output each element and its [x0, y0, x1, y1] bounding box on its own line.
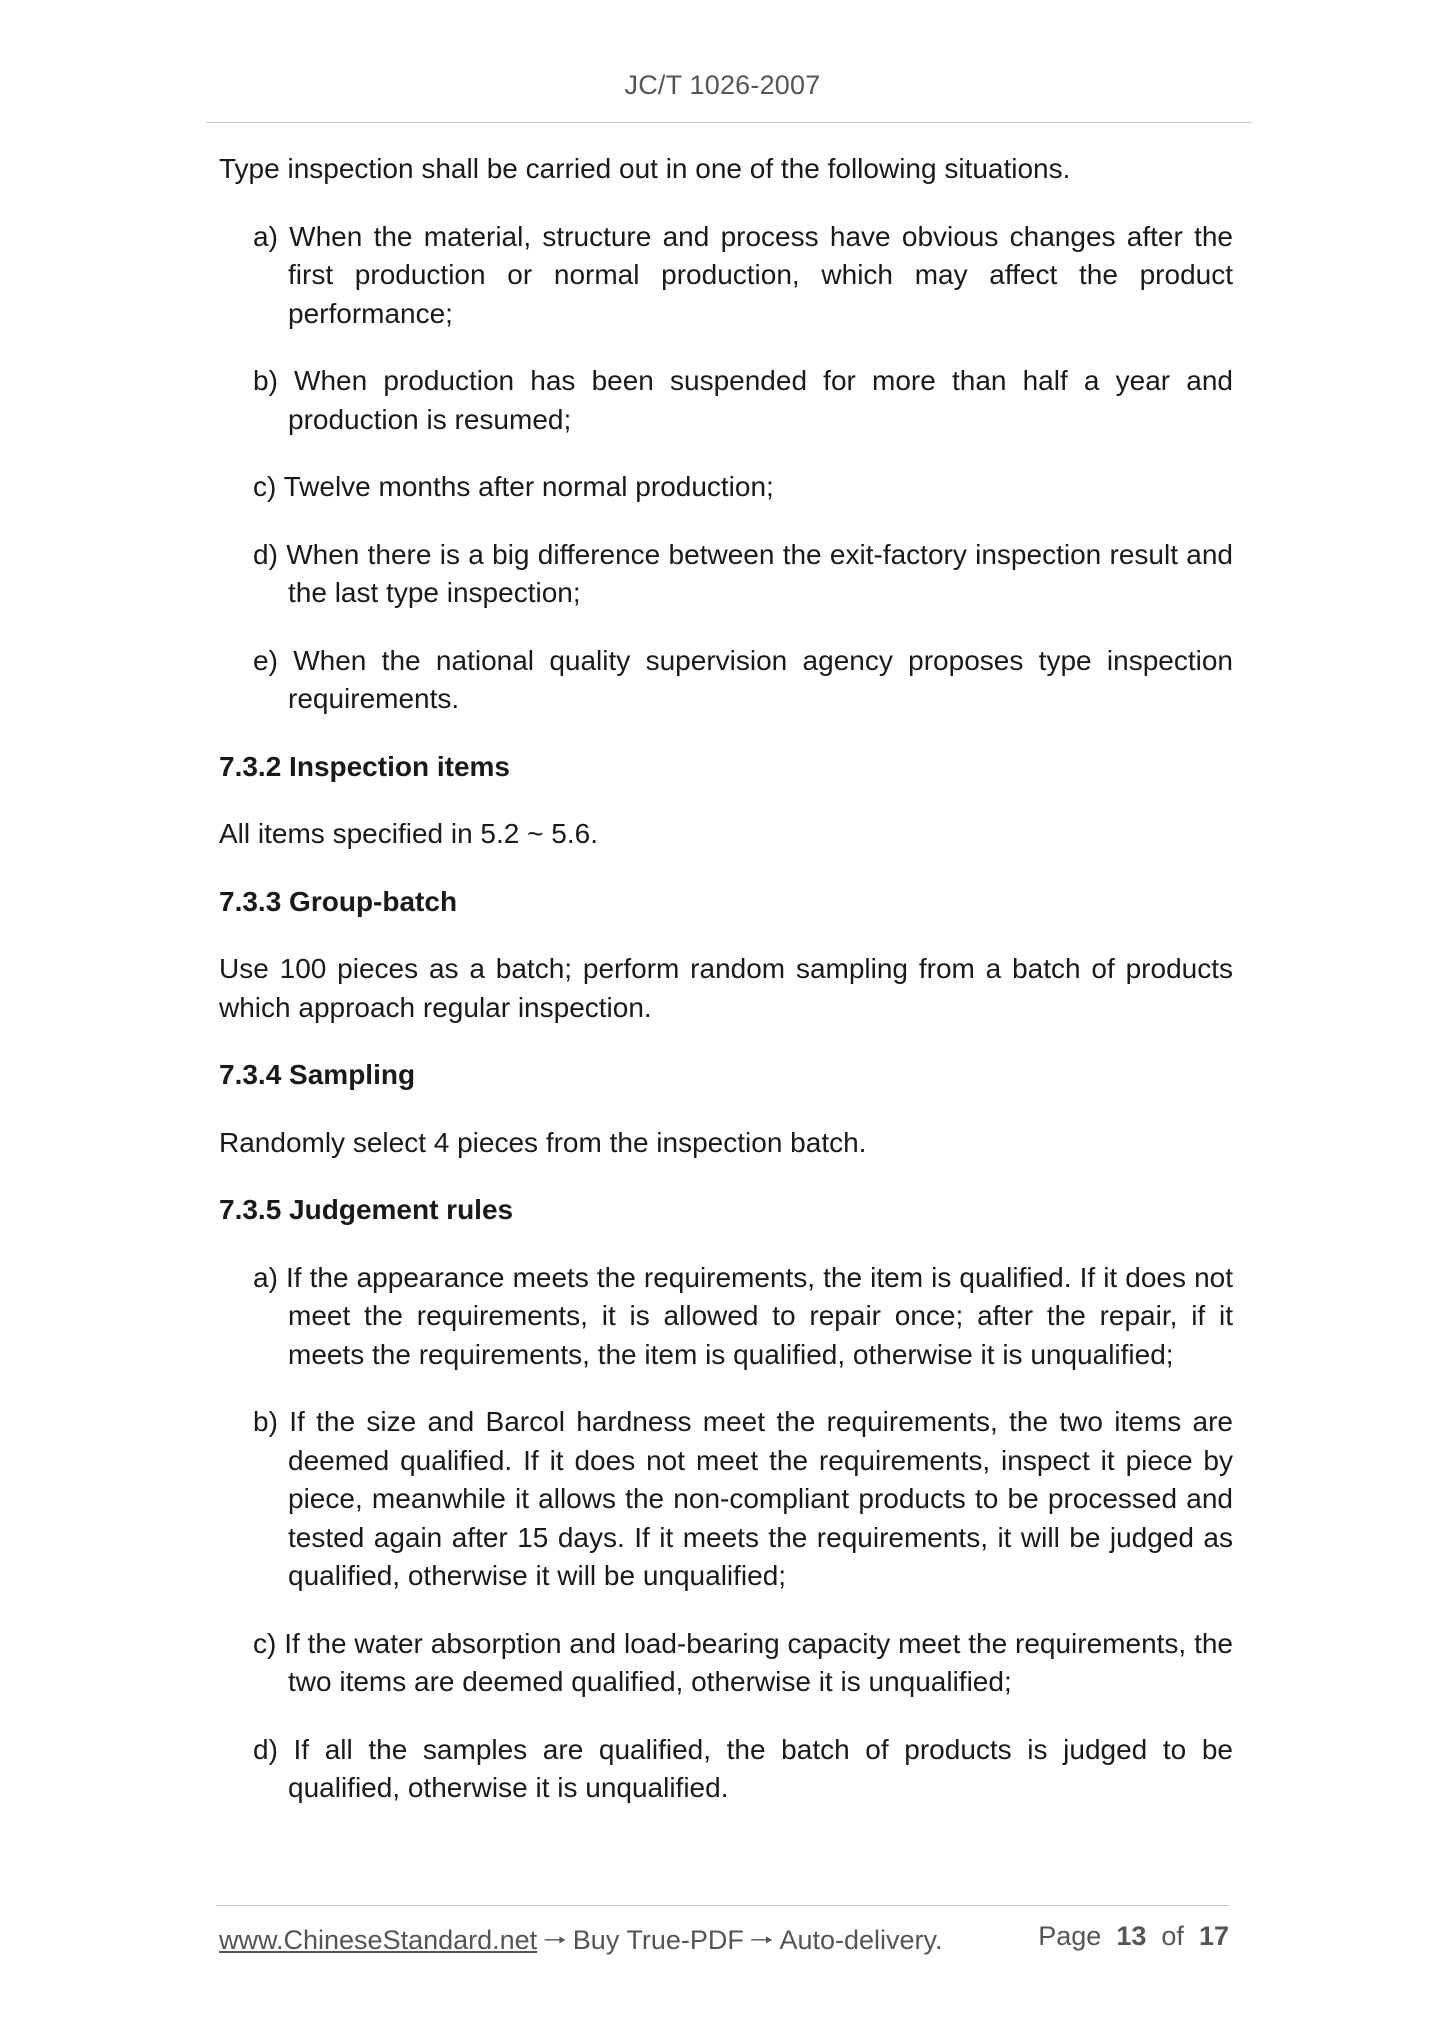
- header-divider: [206, 122, 1251, 123]
- list-item: c) Twelve months after normal production;: [253, 471, 774, 502]
- page-label: Page: [1038, 1921, 1102, 1951]
- right-arrow-icon: 🠒: [749, 1925, 774, 1955]
- list-item: d) If all the samples are qualified, the batch of products is judged to be qualified, otherwise it is unqualified.: [253, 1733, 1233, 1803]
- of-label: of: [1161, 1921, 1184, 1951]
- section-text-group-batch: Use 100 pieces as a batch; perform random sampling from a batch of products which approach regular inspection.: [219, 953, 1233, 1023]
- situations-list: [219, 218, 1233, 719]
- footer-divider: [216, 1905, 1229, 1906]
- document-body: [219, 150, 1233, 1837]
- right-arrow-icon: 🠒: [543, 1925, 567, 1955]
- section-heading-sampling: 7.3.4 Sampling: [219, 1059, 416, 1090]
- page-number: 13: [1116, 1921, 1147, 1951]
- delivery-text: Auto-delivery.: [779, 1925, 943, 1955]
- buy-text: Buy True-PDF: [572, 1925, 744, 1955]
- footer-links: [219, 1921, 943, 1967]
- list-item: d) When there is a big difference between the exit-factory inspection result and the last type inspection;: [253, 538, 1233, 608]
- site-link[interactable]: www.ChineseStandard.net: [219, 1925, 538, 1955]
- intro-paragraph: Type inspection shall be carried out in one of the following situations.: [219, 153, 1071, 184]
- list-item: e) When the national quality supervision agency proposes type inspection requirements.: [253, 644, 1233, 714]
- page-header: JC/T 1026-2007: [624, 70, 821, 100]
- list-item: a) If the appearance meets the requirements, the item is qualified. If it does not meet the requirements, it is allowed to repair once; after the repair, if it meets the requirements, the item is qualified, otherwise it is unqualified;: [253, 1261, 1233, 1370]
- section-text-inspection-items: All items specified in 5.2 ~ 5.6.: [219, 818, 598, 849]
- list-item: c) If the water absorption and load-bearing capacity meet the requirements, the two items are deemed qualified, otherwise it is unqualified;: [253, 1627, 1233, 1697]
- total-pages: 17: [1198, 1921, 1229, 1951]
- page-indicator: [1038, 1921, 1229, 1952]
- section-text-sampling: Randomly select 4 pieces from the inspection batch.: [219, 1126, 867, 1158]
- list-item: a) When the material, structure and process have obvious changes after the first production or normal production, which may affect the product performance;: [253, 220, 1233, 329]
- section-heading-judgement-rules: 7.3.5 Judgement rules: [219, 1194, 514, 1225]
- section-heading-inspection-items: 7.3.2 Inspection items: [219, 750, 510, 782]
- list-item: b) When production has been suspended for more than half a year and production is resumed;: [253, 365, 1233, 435]
- list-item: b) If the size and Barcol hardness meet the requirements, the two items are deemed qualified. If it does not meet the requirements, inspect it piece by piece, meanwhile it allows the non-compliant products to be processed and tested again after 15 days. If it meets the requirements, it will be judged as qualified, otherwise it will be unqualified;: [253, 1406, 1233, 1591]
- section-heading-group-batch: 7.3.3 Group-batch: [219, 885, 458, 917]
- judgement-rules-list: [219, 1259, 1233, 1808]
